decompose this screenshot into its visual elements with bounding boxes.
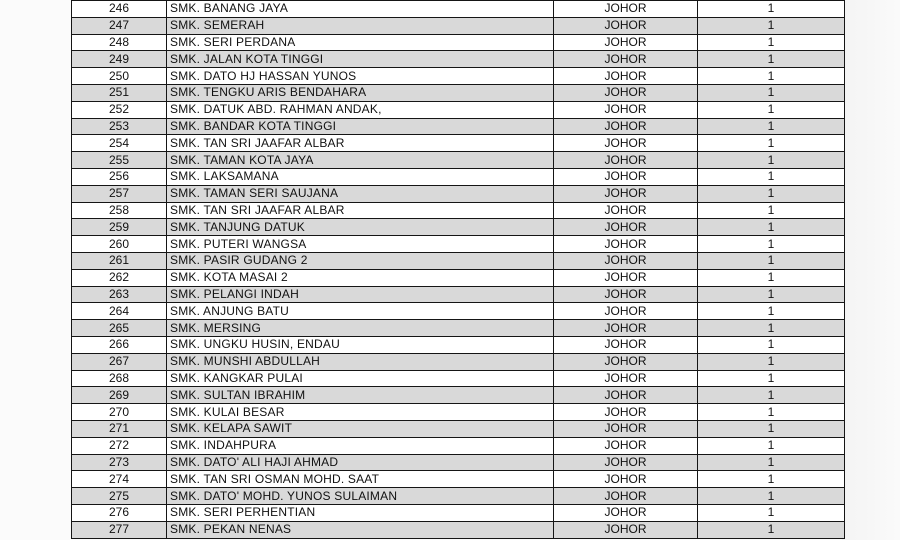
row-number-cell: 264	[72, 303, 167, 320]
school-name-cell: SMK. INDAHPURA	[167, 437, 554, 454]
school-name-cell: SMK. MERSING	[167, 320, 554, 337]
state-cell: JOHOR	[554, 286, 698, 303]
state-cell: JOHOR	[554, 404, 698, 421]
school-name-cell: SMK. TAN SRI OSMAN MOHD. SAAT	[167, 471, 554, 488]
count-cell: 1	[698, 454, 845, 471]
row-number-cell: 262	[72, 269, 167, 286]
row-number-cell: 269	[72, 387, 167, 404]
school-name-cell: SMK. SERI PERHENTIAN	[167, 504, 554, 521]
school-name-cell: SMK. SEMERAH	[167, 17, 554, 34]
school-name-cell: SMK. LAKSAMANA	[167, 168, 554, 185]
row-number-cell: 261	[72, 252, 167, 269]
table-row	[72, 118, 845, 135]
table-row	[72, 521, 845, 538]
table-row	[72, 152, 845, 169]
table-row	[72, 404, 845, 421]
count-cell: 1	[698, 336, 845, 353]
school-name-cell: SMK. JALAN KOTA TINGGI	[167, 51, 554, 68]
state-cell: JOHOR	[554, 84, 698, 101]
row-number-cell: 249	[72, 51, 167, 68]
table-row	[72, 34, 845, 51]
row-number-cell: 252	[72, 101, 167, 118]
school-name-cell: SMK. DATUK ABD. RAHMAN ANDAK,	[167, 101, 554, 118]
state-cell: JOHOR	[554, 185, 698, 202]
count-cell: 1	[698, 471, 845, 488]
school-name-cell: SMK. DATO' ALI HAJI AHMAD	[167, 454, 554, 471]
count-cell: 1	[698, 488, 845, 505]
state-cell: JOHOR	[554, 135, 698, 152]
row-number-cell: 250	[72, 68, 167, 85]
count-cell: 1	[698, 420, 845, 437]
table-row	[72, 488, 845, 505]
school-name-cell: SMK. TENGKU ARIS BENDAHARA	[167, 84, 554, 101]
table-row	[72, 252, 845, 269]
table-row	[72, 286, 845, 303]
table-row	[72, 336, 845, 353]
row-number-cell: 251	[72, 84, 167, 101]
state-cell: JOHOR	[554, 51, 698, 68]
state-cell: JOHOR	[554, 236, 698, 253]
state-cell: JOHOR	[554, 118, 698, 135]
count-cell: 1	[698, 17, 845, 34]
state-cell: JOHOR	[554, 1, 698, 18]
school-list-table	[71, 0, 845, 539]
row-number-cell: 260	[72, 236, 167, 253]
school-name-cell: SMK. PELANGI INDAH	[167, 286, 554, 303]
school-name-cell: SMK. SERI PERDANA	[167, 34, 554, 51]
row-number-cell: 256	[72, 168, 167, 185]
count-cell: 1	[698, 236, 845, 253]
table-row	[72, 84, 845, 101]
row-number-cell: 248	[72, 34, 167, 51]
count-cell: 1	[698, 34, 845, 51]
state-cell: JOHOR	[554, 168, 698, 185]
state-cell: JOHOR	[554, 68, 698, 85]
row-number-cell: 265	[72, 320, 167, 337]
state-cell: JOHOR	[554, 336, 698, 353]
school-name-cell: SMK. ANJUNG BATU	[167, 303, 554, 320]
table-row	[72, 202, 845, 219]
row-number-cell: 247	[72, 17, 167, 34]
school-name-cell: SMK. BANANG JAYA	[167, 1, 554, 18]
state-cell: JOHOR	[554, 488, 698, 505]
row-number-cell: 255	[72, 152, 167, 169]
row-number-cell: 266	[72, 336, 167, 353]
school-name-cell: SMK. TAN SRI JAAFAR ALBAR	[167, 202, 554, 219]
count-cell: 1	[698, 101, 845, 118]
state-cell: JOHOR	[554, 471, 698, 488]
table-row	[72, 454, 845, 471]
state-cell: JOHOR	[554, 353, 698, 370]
count-cell: 1	[698, 135, 845, 152]
state-cell: JOHOR	[554, 521, 698, 538]
row-number-cell: 259	[72, 219, 167, 236]
state-cell: JOHOR	[554, 437, 698, 454]
count-cell: 1	[698, 320, 845, 337]
state-cell: JOHOR	[554, 387, 698, 404]
table-row	[72, 437, 845, 454]
table-row	[72, 101, 845, 118]
state-cell: JOHOR	[554, 202, 698, 219]
table-row	[72, 420, 845, 437]
school-name-cell: SMK. PUTERI WANGSA	[167, 236, 554, 253]
table-row	[72, 68, 845, 85]
state-cell: JOHOR	[554, 420, 698, 437]
state-cell: JOHOR	[554, 269, 698, 286]
count-cell: 1	[698, 118, 845, 135]
count-cell: 1	[698, 1, 845, 18]
table-row	[72, 51, 845, 68]
count-cell: 1	[698, 269, 845, 286]
state-cell: JOHOR	[554, 17, 698, 34]
row-number-cell: 267	[72, 353, 167, 370]
row-number-cell: 253	[72, 118, 167, 135]
count-cell: 1	[698, 353, 845, 370]
count-cell: 1	[698, 168, 845, 185]
count-cell: 1	[698, 404, 845, 421]
school-name-cell: SMK. PEKAN NENAS	[167, 521, 554, 538]
row-number-cell: 277	[72, 521, 167, 538]
row-number-cell: 273	[72, 454, 167, 471]
table-row	[72, 269, 845, 286]
row-number-cell: 263	[72, 286, 167, 303]
row-number-cell: 246	[72, 1, 167, 18]
row-number-cell: 258	[72, 202, 167, 219]
state-cell: JOHOR	[554, 252, 698, 269]
school-list-body	[72, 1, 845, 539]
row-number-cell: 271	[72, 420, 167, 437]
state-cell: JOHOR	[554, 454, 698, 471]
school-name-cell: SMK. KELAPA SAWIT	[167, 420, 554, 437]
row-number-cell: 270	[72, 404, 167, 421]
count-cell: 1	[698, 504, 845, 521]
row-number-cell: 276	[72, 504, 167, 521]
state-cell: JOHOR	[554, 219, 698, 236]
state-cell: JOHOR	[554, 34, 698, 51]
table-row	[72, 471, 845, 488]
count-cell: 1	[698, 51, 845, 68]
row-number-cell: 268	[72, 370, 167, 387]
table-row	[72, 168, 845, 185]
school-name-cell: SMK. TAN SRI JAAFAR ALBAR	[167, 135, 554, 152]
school-name-cell: SMK. TAMAN KOTA JAYA	[167, 152, 554, 169]
row-number-cell: 274	[72, 471, 167, 488]
school-name-cell: SMK. KULAI BESAR	[167, 404, 554, 421]
school-name-cell: SMK. DATO HJ HASSAN YUNOS	[167, 68, 554, 85]
table-row	[72, 320, 845, 337]
state-cell: JOHOR	[554, 504, 698, 521]
count-cell: 1	[698, 437, 845, 454]
page-edge-shade	[842, 0, 900, 540]
state-cell: JOHOR	[554, 320, 698, 337]
school-name-cell: SMK. UNGKU HUSIN, ENDAU	[167, 336, 554, 353]
count-cell: 1	[698, 185, 845, 202]
school-name-cell: SMK. MUNSHI ABDULLAH	[167, 353, 554, 370]
school-name-cell: SMK. TAMAN SERI SAUJANA	[167, 185, 554, 202]
count-cell: 1	[698, 370, 845, 387]
state-cell: JOHOR	[554, 303, 698, 320]
state-cell: JOHOR	[554, 152, 698, 169]
table-row	[72, 219, 845, 236]
row-number-cell: 254	[72, 135, 167, 152]
table-row	[72, 135, 845, 152]
count-cell: 1	[698, 68, 845, 85]
table-row	[72, 185, 845, 202]
state-cell: JOHOR	[554, 101, 698, 118]
state-cell: JOHOR	[554, 370, 698, 387]
count-cell: 1	[698, 521, 845, 538]
count-cell: 1	[698, 84, 845, 101]
count-cell: 1	[698, 387, 845, 404]
count-cell: 1	[698, 252, 845, 269]
school-name-cell: SMK. TANJUNG DATUK	[167, 219, 554, 236]
table-row	[72, 504, 845, 521]
table-row	[72, 303, 845, 320]
table-row	[72, 387, 845, 404]
count-cell: 1	[698, 286, 845, 303]
table-row	[72, 1, 845, 18]
count-cell: 1	[698, 152, 845, 169]
school-name-cell: SMK. DATO' MOHD. YUNOS SULAIMAN	[167, 488, 554, 505]
table-row	[72, 236, 845, 253]
school-name-cell: SMK. BANDAR KOTA TINGGI	[167, 118, 554, 135]
count-cell: 1	[698, 303, 845, 320]
school-name-cell: SMK. KOTA MASAI 2	[167, 269, 554, 286]
row-number-cell: 275	[72, 488, 167, 505]
table-row	[72, 17, 845, 34]
count-cell: 1	[698, 202, 845, 219]
school-name-cell: SMK. PASIR GUDANG 2	[167, 252, 554, 269]
table-row	[72, 353, 845, 370]
row-number-cell: 272	[72, 437, 167, 454]
school-name-cell: SMK. SULTAN IBRAHIM	[167, 387, 554, 404]
count-cell: 1	[698, 219, 845, 236]
school-name-cell: SMK. KANGKAR PULAI	[167, 370, 554, 387]
table-row	[72, 370, 845, 387]
row-number-cell: 257	[72, 185, 167, 202]
